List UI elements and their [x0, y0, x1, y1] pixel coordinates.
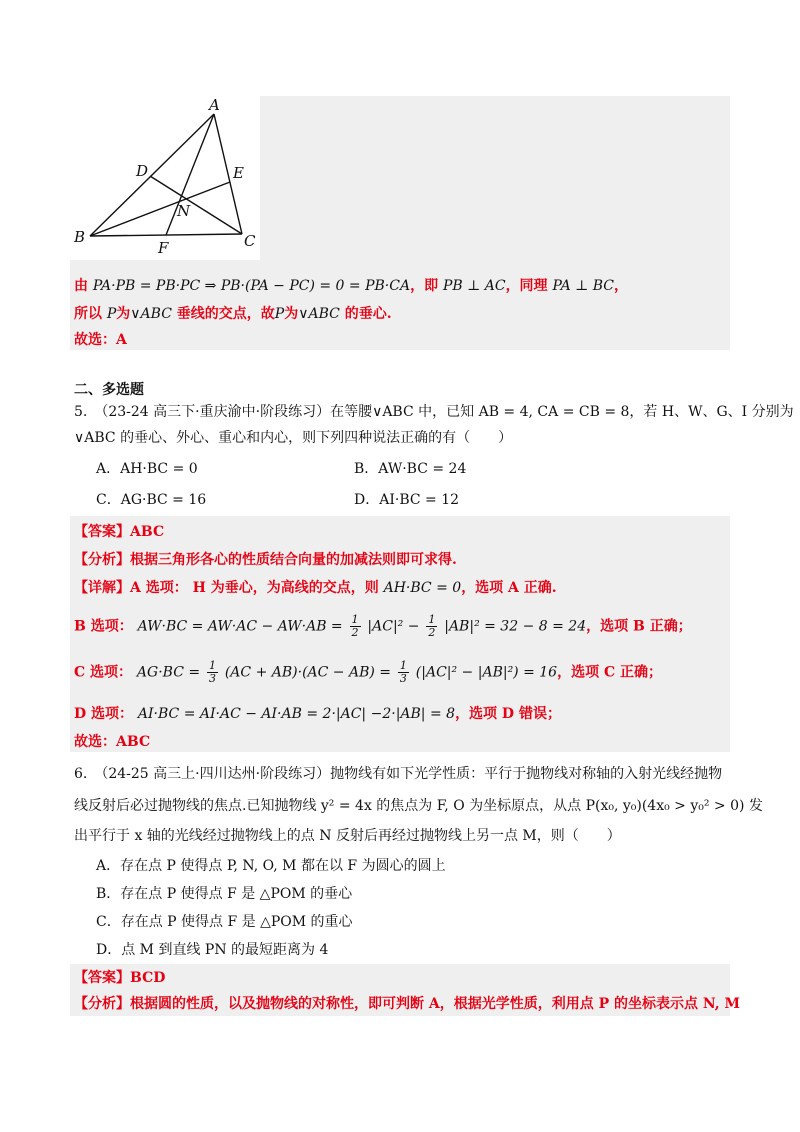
segment-dc	[150, 176, 242, 234]
q5-b-frac1-den: 2	[351, 626, 359, 639]
prev-line2-b: 为	[116, 306, 131, 322]
q5-d-math: AI·BC = AI·AC − AI·AB = 2·|AC| −2·|AB| = 8	[137, 706, 456, 722]
q5-detail-a2: H 为垂心，为高线的交点，则	[192, 580, 379, 596]
label-n: N	[177, 202, 191, 220]
q6-option-d: D．点 M 到直线 PN 的最短距离为 4	[96, 942, 329, 958]
section-title: 二、多选题	[74, 382, 144, 398]
q5-detail-a3: AH·BC = 0	[383, 580, 462, 596]
q6-option-a: A．存在点 P 使得点 P, N, O, M 都在以 F 为圆心的圆上	[96, 858, 446, 874]
q5-c-math3: (|AC|² − |AB|²) = 16	[415, 664, 558, 681]
q6-option-c: C．存在点 P 使得点 F 是 △POM 的重心	[96, 914, 353, 930]
q5-analysis	[74, 550, 457, 570]
q5-answer-label: 【答案】	[74, 524, 130, 540]
q6-option-b: B．存在点 P 使得点 F 是 △POM 的垂心	[96, 886, 353, 902]
q5-c-frac2-num: 1	[399, 659, 407, 672]
label-c: C	[244, 232, 256, 250]
prev-line1-math: PA·PB = PB·PC ⇒ PB·(PA − PC) = 0 = PB·CA	[92, 278, 411, 294]
prev-line2-abc: ∨ABC	[130, 306, 172, 322]
prev-line1-math3: PA ⊥ BC	[552, 278, 615, 294]
label-d: D	[136, 162, 149, 180]
figure-area	[70, 96, 730, 260]
q5-c-math1: AG·BC =	[136, 664, 201, 681]
q5-answer-value: ABC	[130, 524, 165, 540]
q6-answer-label: 【答案】	[74, 970, 130, 986]
triangle-figure	[70, 96, 260, 260]
q5-c-math2: (AC + AB)·(AC − AB) =	[224, 664, 392, 681]
label-b: B	[74, 228, 86, 246]
prev-line2-c: 垂线的交点，故	[176, 306, 275, 322]
q5-d-end: ，选项 D 错误；	[455, 706, 561, 722]
q5-d-label: D 选项：	[74, 706, 134, 722]
q6-answer-value: BCD	[130, 970, 166, 986]
label-a: A	[209, 96, 220, 114]
q5-analysis-label: 【分析】	[74, 552, 130, 568]
q5-b-math2: |AC|² −	[367, 618, 420, 635]
q5-b-frac1-num: 1	[351, 613, 359, 626]
prev-line1-mid: ，即	[410, 278, 439, 294]
q6-analysis-text: 根据圆的性质，以及抛物线的对称性，即可判断 A，根据光学性质，利用点 P 的坐标表示点 N, M	[130, 996, 741, 1012]
q5-c-end: ，选项 C 正确；	[557, 664, 662, 681]
q5-b-math1: AW·BC = AW·AC − AW·AB =	[137, 618, 343, 635]
q5-option-c: C．AG·BC = 16	[96, 492, 207, 508]
label-e: E	[233, 164, 244, 182]
edge-ab	[90, 114, 214, 236]
prev-answer: 故选：A	[74, 332, 127, 348]
q5-analysis-text: 根据三角形各心的性质结合向量的加减法则即可求得.	[130, 552, 457, 568]
segment-be	[90, 182, 230, 236]
q6-analysis-label: 【分析】	[74, 996, 130, 1012]
q5-b-frac2	[426, 614, 437, 639]
q6-analysis	[74, 994, 740, 1014]
q5-detail-d	[74, 704, 561, 724]
q5-b-frac1	[350, 614, 361, 639]
prev-line-2	[74, 304, 392, 324]
q5-stem-line-2: ∨ABC 的垂心、外心、重心和内心，则下列四种说法正确的有（ ）	[74, 430, 513, 446]
q5-b-frac2-den: 2	[428, 626, 436, 639]
figure-gray-panel	[258, 96, 730, 260]
prev-line1-prefix: 由	[74, 278, 88, 294]
q5-detail-c	[74, 660, 662, 685]
q5-c-label: C 选项：	[74, 664, 133, 681]
q6-answer	[74, 968, 165, 988]
q6-stem-line-3: 出平行于 x 轴的光线经过抛物线上的点 N 反射后再经过抛物线上另一点 M，则（ ）	[74, 828, 621, 844]
prev-line2-a: 所以	[74, 306, 102, 322]
prev-line2-d: 为	[284, 306, 299, 322]
q5-b-label: B 选项：	[74, 618, 133, 635]
q5-detail-label: 【详解】	[74, 580, 130, 596]
q5-detail-b	[74, 614, 692, 639]
prev-line2-abc2: ∨ABC	[298, 306, 340, 322]
prev-line1-mid2: ，同理	[505, 278, 548, 294]
q5-detail-a4: ，选项 A 正确.	[461, 580, 557, 596]
q5-option-a: A．AH·BC = 0	[96, 461, 198, 477]
q5-b-end: ，选项 B 正确；	[586, 618, 692, 635]
q5-detail-a	[74, 578, 557, 598]
label-f: F	[158, 239, 169, 257]
q5-c-frac1-num: 1	[208, 659, 216, 672]
q5-b-frac2-num: 1	[428, 613, 436, 626]
q6-stem-line-2: 线反射后必过抛物线的焦点.已知抛物线 y² = 4x 的焦点为 F, O 为坐标原点，从点 P(x₀, y₀)(4x₀ > y₀² > 0) 发	[74, 798, 763, 814]
q5-detail-a1: A 选项：	[130, 580, 188, 596]
triangle-diagram	[70, 96, 260, 260]
q5-final: 故选：ABC	[74, 734, 151, 750]
q6-stem-line-1: 6. （24-25 高三上·四川达州·阶段练习）抛物线有如下光学性质：平行于抛物线对称轴的入射光线经抛物	[74, 766, 723, 782]
prev-line2-p: P	[106, 306, 117, 322]
q5-option-b: B．AW·BC = 24	[354, 461, 467, 477]
prev-line2-p2: P	[274, 306, 285, 322]
prev-line1-end: ，	[614, 278, 629, 294]
q5-answer	[74, 522, 164, 542]
q5-stem-line-1: 5. （23-24 高三下·重庆渝中·阶段练习）在等腰∨ABC 中，已知 AB = 4, CA = CB = 8，若 H、W、G、I 分别为	[74, 404, 794, 420]
q5-c-frac2-den: 3	[399, 672, 407, 685]
prev-line2-e: 的垂心.	[344, 306, 392, 322]
q5-option-d: D．AI·BC = 12	[354, 492, 460, 508]
q5-c-frac1	[207, 660, 218, 685]
q5-c-frac2	[398, 660, 409, 685]
prev-line1-math2: PB ⊥ AC	[442, 278, 506, 294]
q5-b-math3: |AB|² = 32 − 8 = 24	[444, 618, 587, 635]
q5-c-frac1-den: 3	[208, 672, 216, 685]
prev-line-1	[74, 276, 628, 296]
